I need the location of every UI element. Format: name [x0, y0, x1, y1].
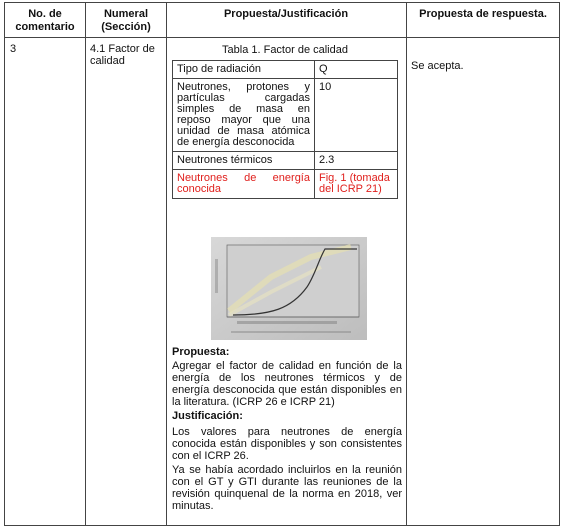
column-divider-3 — [406, 2, 407, 526]
table-cell: Q — [315, 61, 398, 79]
section-name: 4.1 Factor de calidad — [90, 43, 155, 67]
justificacion-paragraph-2: Ya se había acordado incluirlos en la reunión con el GT y GTI durante las reuniones de la revisión quinquenal de la norma en 2018, ver minutas. — [172, 464, 402, 512]
response-text: Se acepta. — [411, 60, 464, 72]
table-row — [173, 61, 398, 79]
table-row — [173, 152, 398, 170]
justificacion-paragraph-1: Los valores para neutrones de energía conocida están disponibles y son consistentes con el ICRP 26. — [172, 426, 402, 462]
table-cell: 10 — [315, 79, 398, 152]
table-title: Tabla 1. Factor de calidad — [222, 44, 348, 56]
header-comment-number: No. de comentario — [15, 8, 75, 33]
header-response: Propuesta de respuesta. — [419, 8, 547, 20]
table-cell: Tipo de radiación — [173, 61, 315, 79]
table-row — [173, 79, 398, 152]
table-cell: Neutrones, protones y partículas cargadas simples de masa en reposo mayor que una unidad de masa atómica de energía desconocida — [173, 79, 315, 152]
table-cell: Neutrones de energía conocida — [173, 170, 315, 199]
header-divider — [4, 37, 560, 38]
propuesta-heading: Propuesta: — [172, 346, 230, 358]
table-cell: Fig. 1 (tomada del ICRP 21) — [315, 170, 398, 199]
justificacion-heading: Justificación: — [172, 410, 243, 422]
table-cell: 2.3 — [315, 152, 398, 170]
column-divider-1 — [85, 2, 86, 526]
column-divider-2 — [166, 2, 167, 526]
header-proposal: Propuesta/Justificación — [223, 8, 349, 20]
quality-factor-figure — [211, 237, 367, 340]
comment-number: 3 — [10, 43, 17, 55]
header-section: Numeral (Sección) — [101, 8, 151, 33]
table-cell: Neutrones térmicos — [173, 152, 315, 170]
table-row — [173, 170, 398, 199]
quality-factor-table — [172, 60, 398, 199]
propuesta-text: Agregar el factor de calidad en función de la energía de los neutrones térmicos y de energía desconocida que están disponibles en la literatura. (ICRP 26 e ICRP 21) — [172, 360, 402, 408]
